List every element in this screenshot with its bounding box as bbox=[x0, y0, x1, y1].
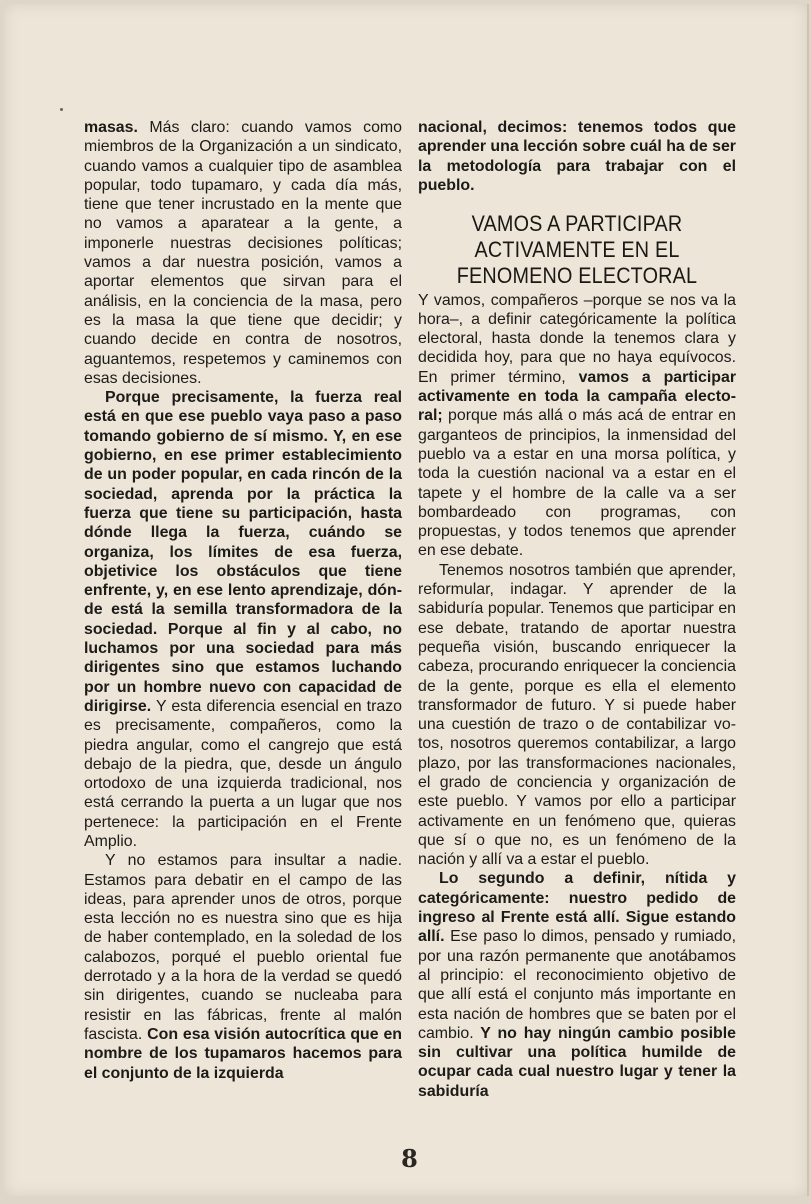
text-run: Y esta diferencia esencial en trazo es precisamente, compañeros, como la piedra angular, como el cangrejo que está debajo de la piedra, que, desde un ángulo ortodoxo de una izquierda tradicional, nos está cerrando la puerta a un lugar que nos pertenece: la participación en el Frente Amplio. bbox=[84, 697, 402, 850]
paragraph: Tenemos nosotros también que aprender, reformular, indagar. Y aprender de la sabiduría popular. Tenemos que participar en ese debate, tratando de aportar nuestra pequeña visión, buscando enriquecer la cabeza, procurando enriquecer la conciencia de la gente, porque es ella el elemento transformador de futuro. Y si puede haber una cuestión de trazo o de contabilizar votos, nosotros queremos contabilizar, a largo plazo, por las transformaciones nacionales, el grado de conciencia y organización de este pueblo. Y vamos por ello a participar activamente en un fenómeno que, quieras que sí o que no, es un fenómeno de la nación y allí va a estar el pueblo. bbox=[418, 561, 736, 869]
bold-text-run: Lo segundo a definir, nítida y categóricamente: nuestro pedido de ingreso al Frente está allí. Sigue estando allí. bbox=[418, 870, 736, 946]
paragraph bbox=[84, 388, 402, 851]
book-page bbox=[4, 4, 809, 1196]
text-run: porque más allá o más acá de entrar en garganteos de principios, la inmensidad del pueblo va a estar en una morsa política, y toda la cuestión nacional va a estar en el tapete y el hombre de la calle va a ser bombardeado con programas, con propuestas, y todos tenemos que aprender en ese debate. bbox=[418, 407, 736, 560]
page-number: 8 bbox=[401, 1144, 418, 1173]
section-heading: VAMOS A PARTICIPAR ACTIVAMENTE EN EL FENOMENO ELECTORAL bbox=[456, 211, 698, 288]
paragraph bbox=[418, 291, 736, 561]
text-run: Y no estamos para insultar a nadie. Estamos para debatir en el campo de las ideas, para aprender unos de otros, porque esta lección no es nuestra sino que es hija de haber contemplado, en la soledad de los calabozos, porqué el pueblo oriental fue derrotado y a la hora de la verdad se quedó sin dirigentes, cuando se nucleaba para resistir en las fábricas, frente al malón fascista. bbox=[84, 852, 402, 1043]
bold-text-run: vamos a participar activamente en toda la campaña electoral; bbox=[418, 368, 737, 425]
text-run: Ese paso lo dimos, pensado y rumiado, por una razón permanente que anotábamos al principio: el reconocimiento objetivo de que allí está el conjunto más importante en esta nación de hombres que se baten por el cambio. bbox=[418, 928, 736, 1042]
paragraph bbox=[84, 118, 402, 388]
bold-text-run: Porque precisamente, la fuerza real está en que ese pueblo vaya paso a paso tomando gobierno de sí mismo. Y, en ese gobierno, en ese primer establecimiento de un poder popular, en cada rincón de la sociedad, aprenda por la práctica la fuerza que tiene su participación, hasta dónde llega la fuerza, cuándo se organiza, los límites de esa fuerza, objetivice los obstáculos que tiene enfrente, y, en ese lento aprendizaje, dónde está la semilla transformadora de la sociedad. Porque al fin y al cabo, no luchamos por una sociedad para más dirigentes sino que estamos luchando por un hombre nuevo con capacidad de dirigirse. bbox=[84, 389, 402, 715]
left-column bbox=[84, 118, 402, 1083]
lead-word: masas. bbox=[84, 119, 138, 136]
paragraph bbox=[418, 869, 736, 1101]
text-run: Más claro: cuando vamos como miembros de la Organización a un sindicato, cuando vamos a cualquier tipo de asamblea popular, todo tupamaro, y cada día más, tiene que tener incrustado en la mente que no vamos a aparatear a la gente, a imponerle nuestras decisiones políticas; vamos a dar nuestra posición, vamos a aportar elementos que sirvan para el análisis, en la conciencia de la masa, pero es la masa la que tiene que decidir; y cuando decide en contra de nosotros, aguantemos, respetemos y caminemos con esas decisiones. bbox=[84, 119, 402, 387]
text-run: Y vamos, compañeros –porque se nos va la hora–, a definir categóricamente la política electoral, hasta donde la tenemos clara y decidida hoy, para que no haya equívocos. En primer término, bbox=[418, 291, 736, 386]
paragraph bbox=[84, 851, 402, 1083]
bold-text-run: Con esa visión autocrítica que en nombre de los tupamaros hacemos para el conjunto de la izquierda bbox=[84, 1025, 402, 1082]
right-column bbox=[418, 118, 736, 1101]
speck bbox=[60, 108, 63, 111]
bold-text-run: Y no hay ningún cambio posible sin cultivar una política humilde de ocupar cada cual nuestro lugar y tener la sabiduría bbox=[418, 1024, 736, 1100]
paragraph: nacional, decimos: tenemos todos que aprender una lección sobre cuál ha de ser la metodología para trabajar con el pueblo. bbox=[418, 119, 736, 194]
